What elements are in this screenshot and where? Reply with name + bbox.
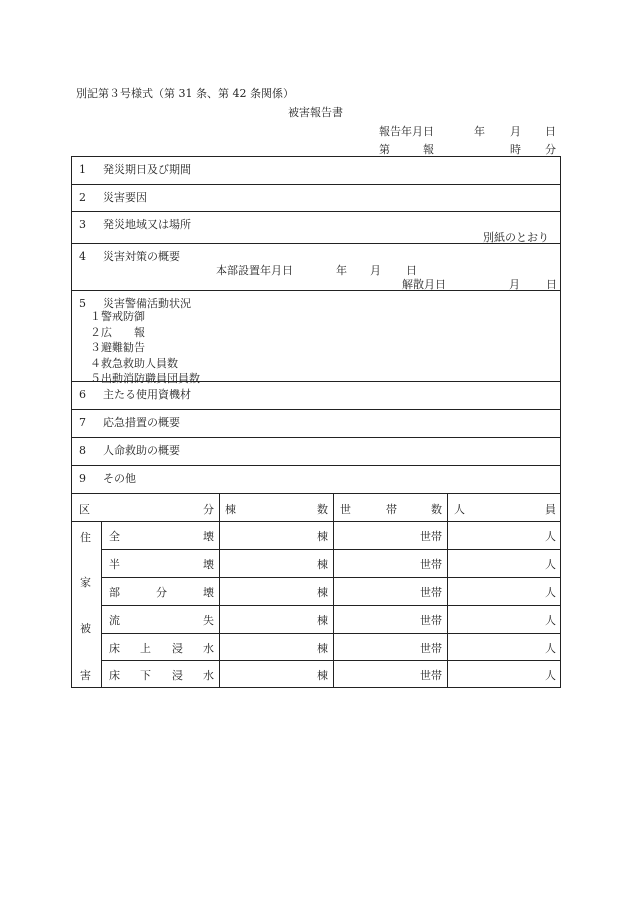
section-label: 応急措置の概要 (103, 416, 180, 429)
hq-year-label: 年 (336, 264, 347, 277)
section-9 (72, 466, 560, 494)
section-4 (72, 244, 560, 291)
header-tai: 帯 (386, 503, 397, 516)
section-label: 災害要因 (103, 191, 147, 204)
form-reference: 別記第３号様式（第 31 条、第 42 条関係） (76, 87, 294, 100)
category-char: 下 (140, 669, 151, 682)
section-1 (72, 157, 560, 185)
month-label: 月 (510, 125, 521, 138)
category-char: 床 (109, 642, 120, 655)
section-num: 8 (79, 444, 86, 457)
damage-table (71, 493, 561, 688)
minute-label: 分 (545, 143, 556, 156)
unit-mune: 棟 (317, 558, 328, 571)
table-divider (219, 494, 220, 687)
day-label: 日 (545, 125, 556, 138)
unit-hito: 人 (545, 586, 556, 599)
document-title: 被害報告書 (288, 106, 343, 119)
header-ku: 区 (79, 503, 90, 516)
section-5 (72, 291, 560, 385)
section-label: 発災地域又は場所 (103, 218, 191, 231)
section-label: その他 (103, 472, 136, 485)
header-mune: 棟 (225, 503, 236, 516)
table-divider (101, 660, 560, 661)
section-num: 9 (79, 472, 86, 485)
section-3 (72, 212, 560, 244)
report-sections (71, 156, 561, 494)
header-se: 世 (340, 503, 351, 516)
dissolve-month-label: 月 (509, 278, 520, 291)
table-divider (333, 494, 334, 687)
list-item: ４救急救助人員数 (90, 356, 178, 370)
category-char: 浸 (172, 642, 183, 655)
category-char: 水 (203, 669, 214, 682)
section-num: 2 (79, 191, 86, 204)
issue-label-ho: 報 (423, 143, 434, 156)
report-date-label: 報告年月日 (379, 125, 434, 138)
section-6 (72, 382, 560, 410)
section-num: 3 (79, 218, 86, 231)
category-char: 全 (109, 530, 120, 543)
unit-setai: 世帯 (420, 530, 442, 543)
list-item: ２広 報 (90, 325, 145, 339)
unit-setai: 世帯 (420, 669, 442, 682)
category-char: 壊 (203, 530, 214, 543)
header-in: 員 (545, 503, 556, 516)
hq-day-label: 日 (406, 264, 417, 277)
unit-hito: 人 (545, 558, 556, 571)
unit-setai: 世帯 (420, 642, 442, 655)
list-item: ５出動消防職員団員数 (90, 372, 200, 385)
section-label: 主たる使用資機材 (103, 388, 191, 401)
section-label: 災害警備活動状況 (103, 297, 191, 310)
table-divider (101, 633, 560, 634)
section-num: 4 (79, 250, 86, 263)
section-label: 発災期日及び期間 (103, 163, 191, 176)
unit-hito: 人 (545, 614, 556, 627)
table-divider (101, 521, 102, 687)
group-char: 家 (80, 576, 91, 589)
section-label: 人命救助の概要 (103, 444, 180, 457)
category-char: 上 (140, 642, 151, 655)
header-hito: 人 (454, 503, 465, 516)
list-item: １警戒防御 (90, 310, 145, 323)
dissolve-day-label: 日 (546, 278, 557, 291)
category-char: 壊 (203, 558, 214, 571)
group-char: 被 (80, 622, 91, 635)
unit-setai: 世帯 (420, 614, 442, 627)
category-char: 流 (109, 614, 120, 627)
unit-mune: 棟 (317, 586, 328, 599)
category-char: 浸 (172, 669, 183, 682)
unit-setai: 世帯 (420, 558, 442, 571)
unit-setai: 世帯 (420, 586, 442, 599)
unit-mune: 棟 (317, 642, 328, 655)
section-num: 1 (79, 163, 86, 176)
category-char: 失 (203, 614, 214, 627)
section-label: 災害対策の概要 (103, 250, 180, 263)
category-char: 部 (109, 586, 120, 599)
unit-mune: 棟 (317, 614, 328, 627)
category-char: 水 (203, 642, 214, 655)
list-item: ３避難勧告 (90, 341, 145, 354)
year-label: 年 (474, 125, 485, 138)
table-divider (101, 605, 560, 606)
unit-hito: 人 (545, 530, 556, 543)
section-num: 5 (79, 297, 86, 310)
section-7 (72, 410, 560, 438)
section-8 (72, 438, 560, 466)
hour-label: 時 (510, 143, 521, 156)
category-char: 半 (109, 558, 120, 571)
unit-mune: 棟 (317, 669, 328, 682)
dissolve-label: 解散月日 (402, 278, 446, 291)
table-divider (101, 577, 560, 578)
section-num: 6 (79, 388, 86, 401)
table-divider (447, 494, 448, 687)
group-char: 害 (80, 669, 91, 682)
group-char: 住 (80, 531, 91, 544)
header-kazu-1: 数 (317, 503, 328, 516)
category-char: 壊 (203, 586, 214, 599)
unit-mune: 棟 (317, 530, 328, 543)
category-char: 床 (109, 669, 120, 682)
unit-hito: 人 (545, 642, 556, 655)
table-divider (101, 549, 560, 550)
section-2 (72, 185, 560, 212)
header-bun: 分 (203, 503, 214, 516)
section-3-note: 別紙のとおり (483, 231, 549, 244)
category-char: 分 (156, 586, 167, 599)
unit-hito: 人 (545, 669, 556, 682)
section-num: 7 (79, 416, 86, 429)
hq-month-label: 月 (370, 264, 381, 277)
issue-label-dai: 第 (379, 143, 390, 156)
table-divider (72, 521, 560, 522)
header-kazu-2: 数 (431, 503, 442, 516)
activity-list (90, 309, 200, 387)
hq-setup-label: 本部設置年月日 (216, 264, 293, 277)
